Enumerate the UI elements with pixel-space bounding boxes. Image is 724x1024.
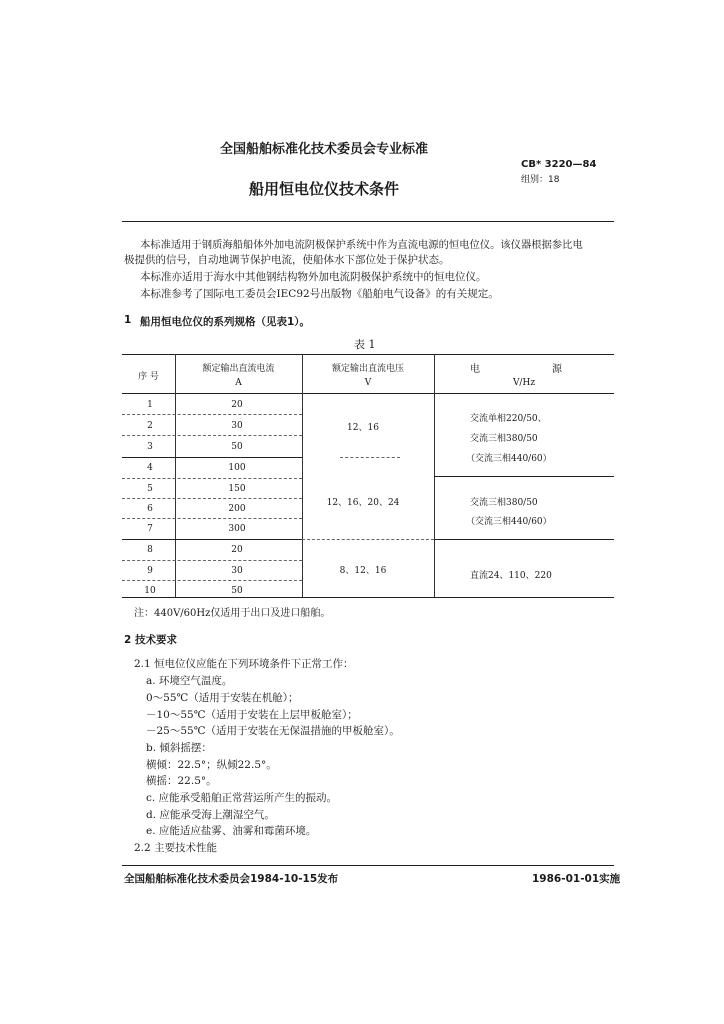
header-current: 额定输出直流电流: [202, 364, 275, 374]
table-cell-power: 交流三相380/50: [470, 434, 538, 444]
clause-item-e: e. 应能适应盐雾、油雾和霉菌环境。: [146, 825, 317, 837]
header-power-unit: V/Hz: [512, 378, 536, 388]
clause-text: 横倾：22.5°；纵倾22.5°。: [146, 759, 277, 771]
table-cell-current: 300: [228, 524, 246, 534]
table-cell-power: （交流三相440/60）: [466, 517, 552, 527]
group-divider: [122, 539, 302, 540]
row-divider: [122, 435, 302, 436]
table-cell-seq: 8: [147, 545, 153, 555]
table-header-rule: [122, 393, 614, 394]
table-cell-current: 50: [231, 586, 243, 596]
row-divider: [122, 414, 302, 415]
table-cell-voltage: 12、16、20、24: [326, 498, 400, 508]
clause-2-2: 2.2 主要技术性能: [134, 842, 218, 854]
table-cell-seq: 4: [147, 463, 153, 473]
table-cell-seq: 5: [147, 484, 153, 494]
table-cell-seq: 2: [147, 421, 153, 431]
intro-line-3: 本标准亦适用于海水中其他钢结构物外加电流阴极保护系统中的恒电位仪。: [140, 271, 487, 283]
table-top-rule: [122, 354, 614, 355]
header-divider: [122, 221, 614, 222]
table-cell-seq: 3: [147, 442, 153, 452]
table-cell-voltage: 8、12、16: [339, 566, 387, 576]
table-cell-current: 20: [231, 400, 243, 410]
standard-code: CB* 3220—84: [521, 159, 597, 170]
clause-text: －10～55℃（适用于安装在上层甲板舱室）；: [146, 709, 358, 721]
effective-date: 1986-01-01实施: [532, 873, 621, 885]
table-cell-power: （交流三相440/60）: [466, 454, 552, 464]
table-cell-current: 30: [231, 421, 243, 431]
table-note: 注：440V/60Hz仅适用于出口及进口船舶。: [134, 608, 331, 619]
table-cell-power: 交流单相220/50、: [470, 414, 547, 424]
document-title: 船用恒电位仪技术条件: [248, 180, 399, 198]
org-heading: 全国船舶标准化技术委员会专业标准: [219, 142, 428, 157]
table-cell-power: 交流三相380/50: [470, 498, 538, 508]
section-2-heading: 2 技术要求: [124, 634, 177, 646]
table-cell-seq: 7: [147, 524, 153, 534]
header-voltage: 额定输出直流电压: [331, 364, 404, 374]
table-cell-seq: 10: [144, 586, 156, 596]
clause-text: －25～55℃（适用于安装在无保温措施的甲板舱室）。: [146, 725, 400, 737]
intro-line-4: 本标准参考了国际电工委员会IEC92号出版物《船舶电气设备》的有关规定。: [140, 288, 499, 300]
row-divider: [122, 560, 302, 561]
clause-text: 横摇：22.5°。: [146, 775, 217, 787]
standard-category: 组别：18: [521, 175, 560, 185]
table-cell-seq: 9: [147, 566, 153, 576]
table-bottom-rule: [122, 597, 614, 598]
row-divider: [122, 478, 302, 479]
table-cell-power: 直流24、110、220: [470, 571, 552, 581]
clause-item-d: d. 应能承受海上潮湿空气。: [146, 809, 275, 821]
table-cell-current: 20: [231, 545, 243, 555]
header-power-b: 源: [552, 364, 562, 375]
section-1-number: 1: [124, 314, 132, 326]
clause-text: 0～55℃（适用于安装在机舱）；: [146, 692, 299, 704]
section-1-title: 船用恒电位仪的系列规格（见表1）。: [140, 316, 311, 328]
intro-line-2: 极提供的信号，自动地调节保护电流，使船体水下部位处于保护状态。: [124, 254, 450, 266]
header-voltage-unit: V: [364, 378, 372, 388]
table-cell-current: 50: [231, 442, 243, 452]
table-cell-seq: 6: [147, 504, 153, 514]
intro-line-1: 本标准适用于钢质海船船体外加电流阴极保护系统中作为直流电源的恒电位仪。该仪器根据参比电: [140, 239, 583, 251]
table-cell-seq: 1: [147, 400, 153, 410]
row-divider: [122, 498, 302, 499]
table-cell-current: 200: [228, 504, 246, 514]
footer-divider: [122, 865, 614, 866]
group-divider: [434, 476, 614, 477]
row-divider: [122, 580, 302, 581]
clause-item-c: c. 应能承受船舶正常营运所产生的振动。: [146, 792, 338, 804]
table-caption: 表 1: [354, 338, 376, 351]
table-cell-current: 100: [228, 463, 246, 473]
row-divider: [122, 518, 302, 519]
header-seq: 序 号: [138, 372, 159, 382]
clause-2-1: 2.1 恒电位仪应能在下列环境条件下正常工作：: [134, 658, 354, 670]
group-divider: [340, 457, 400, 458]
table-cell-current: 150: [228, 484, 246, 494]
table-cell-current: 30: [231, 566, 243, 576]
header-current-unit: A: [235, 378, 242, 388]
table-cell-voltage: 12、16: [347, 423, 379, 433]
clause-item-a: a. 环境空气温度。: [146, 675, 233, 687]
group-divider: [122, 457, 302, 458]
clause-item-b: b. 倾斜摇摆：: [146, 742, 212, 754]
header-power-a: 电: [470, 364, 480, 375]
group-divider: [302, 539, 434, 540]
table-vline-2: [302, 354, 303, 597]
issue-statement: 全国船舶标准化技术委员会1984-10-15发布: [124, 873, 339, 885]
group-divider: [434, 539, 614, 540]
